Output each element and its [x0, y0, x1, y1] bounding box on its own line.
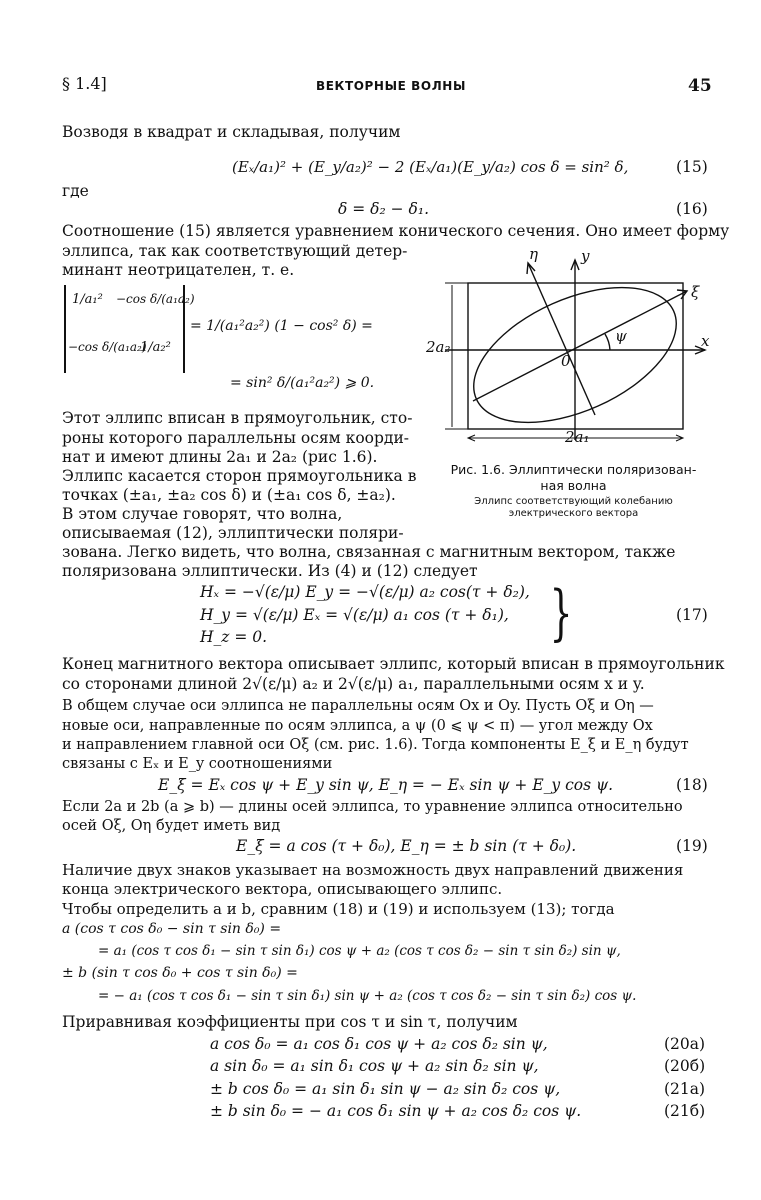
- para4-line-2: новые оси, направленные по осям эллипса, а ψ (0 ⩽ ψ < π) — угол между Ox: [62, 718, 653, 734]
- equation-20b-number: (20б): [664, 1057, 706, 1075]
- equation-21b-number: (21б): [664, 1102, 706, 1120]
- equation-19-number: (19): [676, 837, 708, 855]
- para5-line-2: осей Oξ, Oη будет иметь вид: [62, 818, 281, 834]
- label-2a1: 2a₁: [565, 428, 590, 446]
- equation-20a: a cos δ₀ = a₁ cos δ₁ cos ψ + a₂ cos δ₂ sin ψ,: [210, 1035, 548, 1053]
- para2-line-2: поляризована эллиптически. Из (4) и (12) следует: [62, 562, 478, 580]
- page-number: 45: [688, 76, 712, 96]
- left-para-6: В этом случае говорят, что волна,: [62, 505, 343, 523]
- figure-caption-sub-2: электрического вектора: [508, 508, 639, 519]
- label-eta: η: [529, 245, 538, 263]
- xi-axis-arrow: [677, 290, 687, 299]
- label-y: y: [581, 247, 590, 265]
- left-para-4: Эллипс касается сторон прямоугольника в: [62, 467, 417, 485]
- equation-21b: ± b sin δ₀ = − a₁ cos δ₁ sin ψ + a₂ cos δ₂ cos ψ.: [210, 1102, 582, 1120]
- para4-line-4: связаны с Eₓ и E_y соотношениями: [62, 756, 333, 772]
- left-para-3: нат и имеют длины 2a₁ и 2a₂ (рис 1.6).: [62, 448, 378, 466]
- intro-text: Возводя в квадрат и складывая, получим: [62, 123, 401, 141]
- para4-line-1: В общем случае оси эллипса не параллельны осям Ox и Oy. Пусть Oξ и Oη —: [62, 698, 654, 714]
- figure-caption-title-2: ная волна: [540, 478, 607, 493]
- derivation-line-4: = − a₁ (cos τ cos δ₁ − sin τ sin δ₁) sin ψ + a₂ (cos τ cos δ₂ − sin τ sin δ₂) cos ψ.: [98, 988, 637, 1004]
- derivation-line-3: ± b (sin τ cos δ₀ + cos τ sin δ₀) =: [62, 965, 298, 981]
- conic-line-1: Соотношение (15) является уравнением конического сечения. Оно имеет форму: [62, 222, 730, 240]
- left-para-1: Этот эллипс вписан в прямоугольник, сто-: [62, 409, 413, 427]
- det-cell-11: 1/a₁²: [72, 292, 103, 307]
- label-x: x: [701, 332, 710, 350]
- derivation-line-1: a (cos τ cos δ₀ − sin τ sin δ₀) =: [62, 921, 282, 937]
- para5-line-1: Если 2a и 2b (a ⩾ b) — длины осей эллипса, то уравнение эллипса относительно: [62, 799, 683, 815]
- equation-17-line-1: Hₓ = −√(ε/μ) E_y = −√(ε/μ) a₂ cos(τ + δ₂),: [200, 583, 530, 601]
- equation-19: E_ξ = a cos (τ + δ₀), E_η = ± b sin (τ + δ₀).: [236, 837, 577, 855]
- label-psi: ψ: [615, 327, 627, 345]
- para3-line-1: Конец магнитного вектора описывает эллипс, который вписан в прямоугольник: [62, 655, 725, 673]
- label-xi: ξ: [691, 283, 700, 301]
- running-title: ВЕКТОРНЫЕ ВОЛНЫ: [316, 79, 466, 93]
- para6-line-2: конца электрического вектора, описывающего эллипс.: [62, 880, 503, 898]
- det-result-1: = 1/(a₁²a₂²) (1 − cos² δ) =: [190, 318, 373, 334]
- conic-line-2: эллипса, так как соответствующий детер-: [62, 242, 408, 260]
- para6-line-3: Чтобы определить a и b, сравним (18) и (19) и используем (13); тогда: [62, 900, 615, 918]
- eta-axis: [528, 263, 595, 415]
- para2-line-1: зована. Легко видеть, что волна, связанная с магнитным вектором, также: [62, 543, 676, 561]
- left-para-7: описываемая (12), эллиптически поляри-: [62, 524, 404, 542]
- equation-18-number: (18): [676, 776, 708, 794]
- label-origin: 0: [561, 352, 571, 370]
- det-result-2: = sin² δ/(a₁²a₂²) ⩾ 0.: [230, 375, 375, 391]
- det-cell-12: −cos δ/(a₁a₂): [116, 292, 195, 306]
- equation-21a: ± b cos δ₀ = a₁ sin δ₁ sin ψ − a₂ sin δ₂ cos ψ,: [210, 1080, 561, 1098]
- para7: Приравнивая коэффициенты при cos τ и sin τ, получим: [62, 1013, 518, 1031]
- para6-line-1: Наличие двух знаков указывает на возможность двух направлений движения: [62, 861, 684, 879]
- equation-18: E_ξ = Eₓ cos ψ + E_y sin ψ, E_η = − Eₓ sin ψ + E_y cos ψ.: [158, 776, 614, 794]
- equation-17-line-2: H_y = √(ε/μ) Eₓ = √(ε/μ) a₁ cos (τ + δ₁),: [200, 606, 509, 624]
- xi-axis: [473, 291, 687, 401]
- equation-17-line-3: H_z = 0.: [200, 628, 268, 646]
- equation-21a-number: (21а): [664, 1080, 706, 1098]
- equation-20b: a sin δ₀ = a₁ sin δ₁ cos ψ + a₂ sin δ₂ sin ψ,: [210, 1057, 539, 1075]
- equation-17-number: (17): [676, 606, 708, 624]
- equation-16: δ = δ₂ − δ₁.: [338, 200, 430, 218]
- det-cell-22: 1/a₂²: [140, 340, 171, 355]
- conic-line-3: минант неотрицателен, т. е.: [62, 261, 295, 279]
- figure-ellipse: [425, 245, 715, 460]
- det-cell-21: −cos δ/(a₁a₂): [68, 340, 147, 354]
- figure-caption-sub-1: Эллипс соответствующий колебанию: [474, 496, 673, 507]
- equation-15-number: (15): [676, 158, 708, 176]
- equation-15: (Eₓ/a₁)² + (E_y/a₂)² − 2 (Eₓ/a₁)(E_y/a₂) cos δ = sin² δ,: [232, 158, 629, 176]
- det-bar-left: [64, 285, 66, 373]
- section-ref: § 1.4]: [62, 74, 107, 93]
- equation-20a-number: (20а): [664, 1035, 706, 1053]
- label-2a2: 2a₂: [426, 338, 451, 356]
- equation-17-brace: }: [549, 578, 573, 648]
- para3-line-2: со сторонами длиной 2√(ε/μ) a₂ и 2√(ε/μ) a₁, параллельными осям x и y.: [62, 675, 645, 693]
- para4-line-3: и направлением главной оси Oξ (см. рис. 1.6). Тогда компоненты E_ξ и E_η будут: [62, 737, 689, 753]
- left-para-2: роны которого параллельны осям коорди-: [62, 429, 410, 447]
- psi-arc: [605, 334, 610, 350]
- derivation-line-2: = a₁ (cos τ cos δ₁ − sin τ sin δ₁) cos ψ + a₂ (cos τ cos δ₂ − sin τ sin δ₂) sin ψ,: [98, 943, 621, 959]
- equation-16-number: (16): [676, 200, 708, 218]
- where-text: где: [62, 182, 89, 200]
- left-para-5: точках (±a₁, ±a₂ cos δ) и (±a₁ cos δ, ±a₂).: [62, 486, 396, 504]
- figure-caption-title: Рис. 1.6. Эллиптически поляризован-: [450, 462, 697, 477]
